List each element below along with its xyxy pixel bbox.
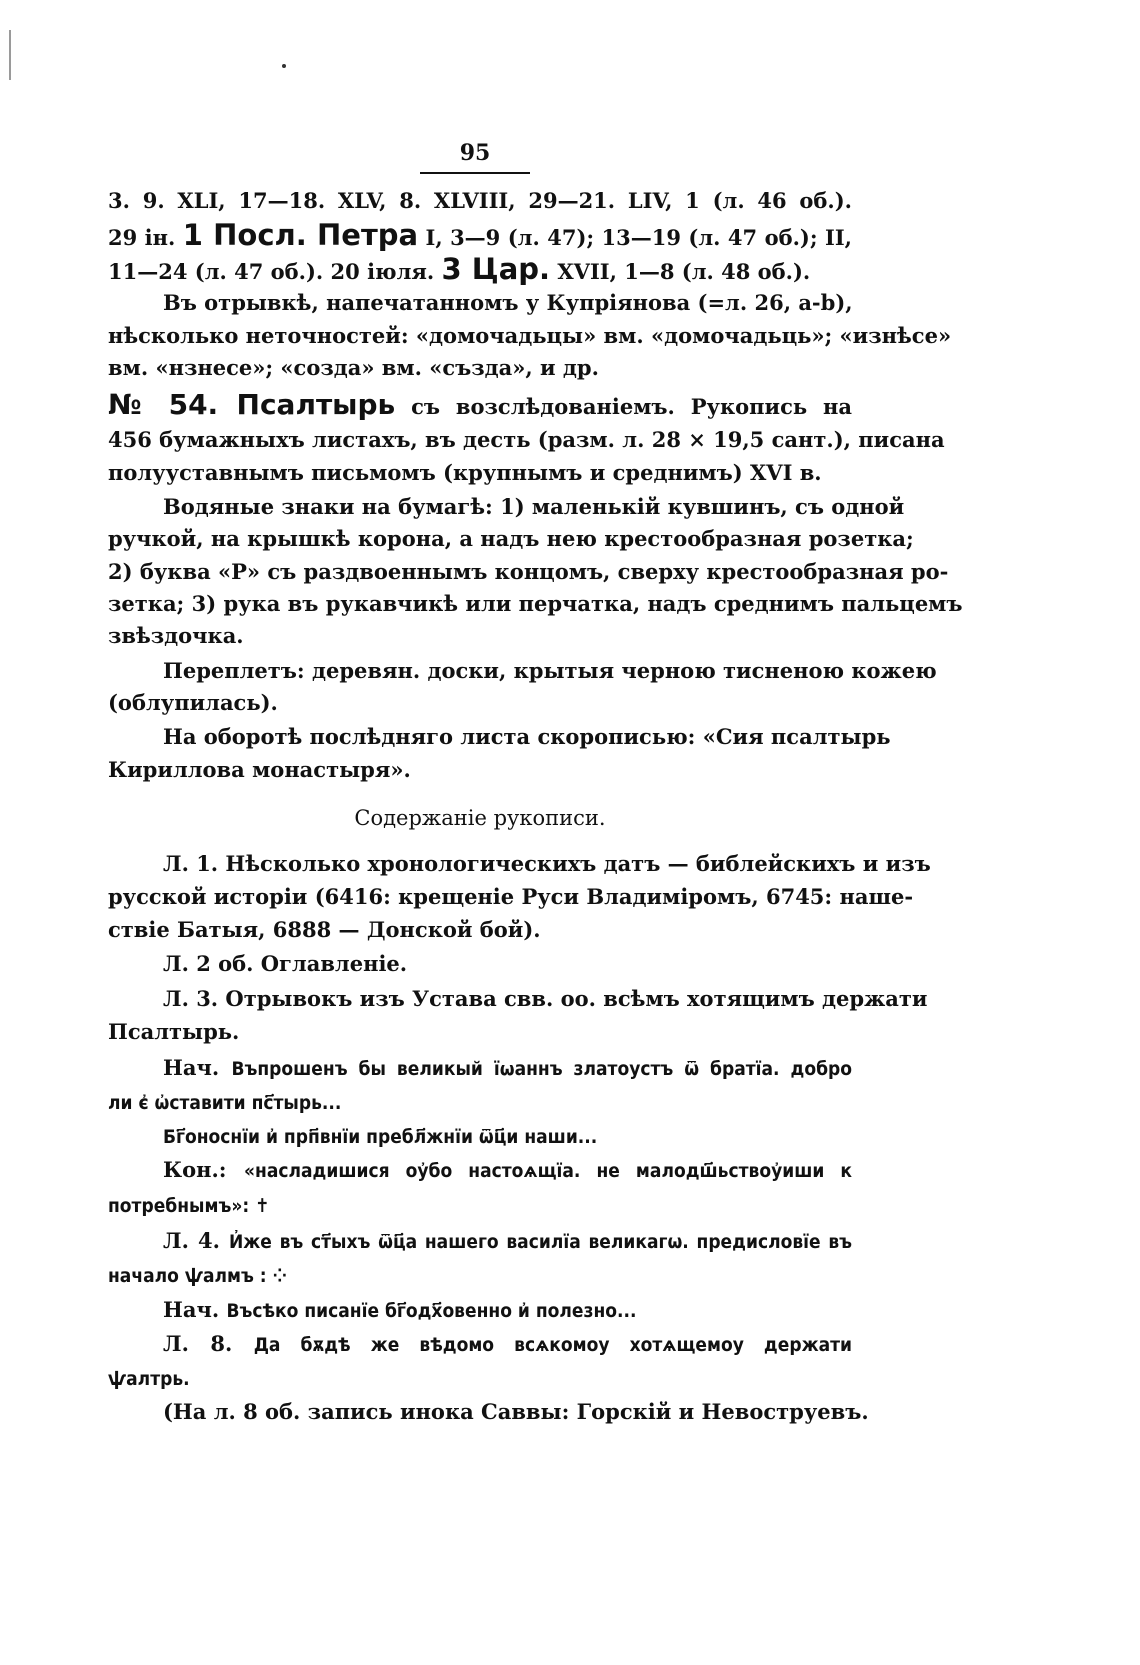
text-line-6: вм. «нзнесе»; «созда» вм. «създа», и др. xyxy=(108,355,599,380)
text-line-28 xyxy=(163,1121,852,1152)
text-line-35 xyxy=(108,1363,852,1394)
page-number: 95 xyxy=(459,140,491,166)
text-line-18: Кириллова монастыря». xyxy=(108,757,411,782)
text-line-11: ручкой, на крышкѣ корона, а надъ нею крестообразная розетка; xyxy=(108,526,914,551)
text-line-21: русской исторіи (6416: крещеніе Руси Владиміромъ, 6745: наше- xyxy=(108,884,914,909)
old-slavonic-quote: Да бѫдѣ же вѣдомо всѧкомоу хотѧщемоу держати xyxy=(253,1334,852,1356)
text-fragment: съ возслѣдованіемъ. Рукопись на xyxy=(395,394,852,419)
text-line-34 xyxy=(163,1329,852,1360)
text-line-36: (На л. 8 об. запись инока Саввы: Горскій и Невоструевъ. xyxy=(163,1399,869,1424)
text-line-33 xyxy=(163,1295,852,1326)
old-slavonic-quote: Бг҃оноснїи и҆ прп҃внїи пребл҃жнїи ѿц҃и наши... xyxy=(163,1126,598,1148)
text-line-4: Въ отрывкѣ, напечатанномъ у Купріянова (=л. 26, a-b), xyxy=(163,290,853,315)
text-line-25: Псалтырь. xyxy=(108,1019,240,1044)
page-number-rule xyxy=(420,172,530,174)
text-line-9: полууставнымъ письмомъ (крупнымъ и среднимъ) XVI в. xyxy=(108,460,822,485)
margin-scan-mark xyxy=(9,30,11,80)
text-fragment: 11—24 (л. 47 об.). 20 іюля. xyxy=(108,259,442,284)
text-line-26 xyxy=(163,1053,852,1084)
text-fragment: Л. 8. xyxy=(163,1331,254,1356)
old-slavonic-quote: И҆же въ ст҃ыхъ ѿц҃а нашего василїа великагѡ. предисловїе въ xyxy=(228,1231,852,1253)
text-line-31 xyxy=(163,1226,852,1257)
entry-heading-line xyxy=(108,390,852,422)
text-fragment: 29 ін. xyxy=(108,225,183,250)
text-line-15: Переплетъ: деревян. доски, крытыя черною тисненою кожею xyxy=(163,658,937,683)
text-fragment: Нач. xyxy=(163,1055,232,1080)
text-line-3 xyxy=(108,254,852,287)
old-slavonic-quote: Въсѣко писанїе бг҃одх҃овенно и҆ полезно... xyxy=(226,1300,637,1322)
old-slavonic-quote: потребнымъ»: ✝ xyxy=(108,1195,270,1217)
text-line-17: На оборотѣ послѣдняго листа скорописью: «Сия псалтырь xyxy=(163,724,891,749)
text-line-20: Л. 1. Нѣсколько хронологическихъ датъ — библейскихъ и изъ xyxy=(163,851,931,876)
text-line-5: нѣсколько неточностей: «домочадьцы» вм. «домочадьць»; «изнѣсе» xyxy=(108,323,952,348)
old-slavonic-quote: ѱалтрь. xyxy=(108,1368,190,1390)
text-line-10: Водяные знаки на бумагѣ: 1) маленькій кувшинъ, съ одной xyxy=(163,494,905,519)
old-slavonic-quote: Въпрошенъ бы великый їωаннъ златоустъ ѿ братїа. добро xyxy=(231,1058,852,1080)
old-slavonic-quote: начало ѱалмъ : ⁘ xyxy=(108,1265,287,1287)
text-line-22: ствіе Батыя, 6888 — Донской бой). xyxy=(108,917,541,942)
scan-dot-mark xyxy=(282,64,286,68)
text-line-30 xyxy=(108,1190,852,1221)
text-fragment: I, 3—9 (л. 47); 13—19 (л. 47 об.); II, xyxy=(418,225,852,250)
text-line-24: Л. 3. Отрывокъ изъ Устава свв. оо. всѣмъ хотящимъ держати xyxy=(163,986,928,1011)
text-fragment: Л. 4. xyxy=(163,1228,229,1253)
text-line-12: 2) буква «Р» съ раздвоеннымъ концомъ, сверху крестообразная ро- xyxy=(108,559,949,584)
text-line-1: 3. 9. XLI, 17—18. XLV, 8. XLVIII, 29—21. LIV, 1 (л. 46 об.). xyxy=(108,188,852,213)
text-fragment: Кон.: xyxy=(163,1157,244,1182)
text-fragment: XVII, 1—8 (л. 48 об.). xyxy=(550,259,811,284)
text-line-27 xyxy=(108,1087,852,1118)
text-line-2 xyxy=(108,220,852,253)
old-slavonic-quote: ли є҆ ѡ҆ставити пс҃тырь... xyxy=(108,1092,342,1114)
text-line-29 xyxy=(163,1155,852,1186)
text-line-13: зетка; 3) рука въ рукавчикѣ или перчатка, надъ среднимъ пальцемъ xyxy=(108,591,963,616)
text-line-32 xyxy=(108,1260,852,1291)
book-title-3-kings: 3 Цар. xyxy=(441,252,551,286)
text-line-8: 456 бумажныхъ листахъ, въ десть (разм. л. 28 × 19,5 сант.), писана xyxy=(108,427,945,452)
book-title-1-peter: 1 Посл. Петра xyxy=(182,218,419,252)
text-line-16: (облупилась). xyxy=(108,690,278,715)
text-line-14: звѣздочка. xyxy=(108,623,244,648)
text-fragment: Нач. xyxy=(163,1297,227,1322)
text-line-23: Л. 2 об. Оглавленіе. xyxy=(163,951,408,976)
section-heading: Содержаніе рукописи. xyxy=(354,806,606,830)
old-slavonic-quote: «насладишися оу҆бо настоѧщїа. не малодш҃ьствоу҆иши к xyxy=(243,1160,852,1182)
entry-number-title: № 54. Псалтырь xyxy=(108,388,396,421)
